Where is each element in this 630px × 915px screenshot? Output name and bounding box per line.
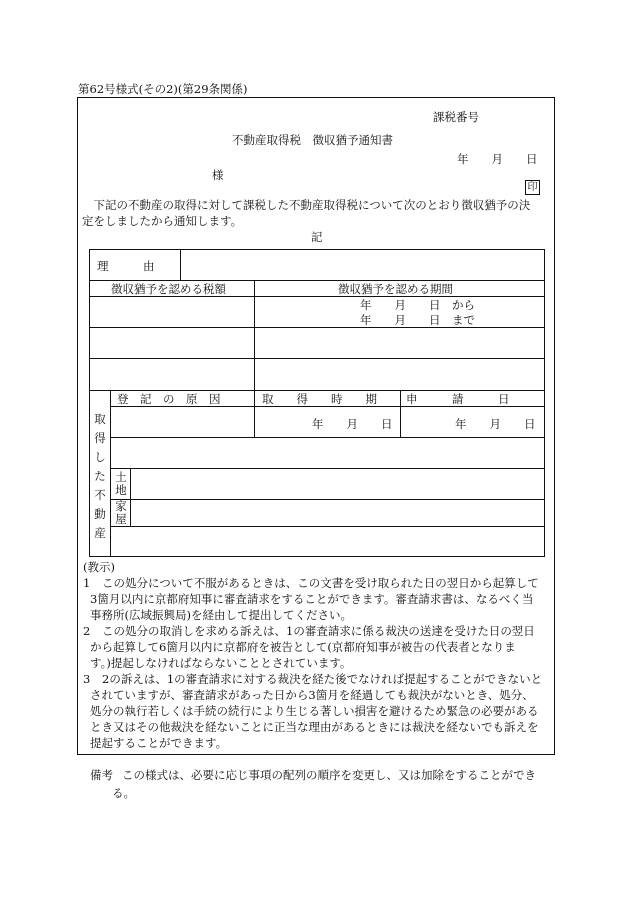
table-rule — [254, 390, 255, 437]
table-rule — [110, 499, 545, 500]
instruction-line: 2の訴えは、1の審査請求に対する裁決を経た後でなければ提起することができないと — [102, 672, 543, 686]
remark-label: 備考 — [90, 768, 113, 782]
table-rule — [130, 468, 131, 526]
issue-date: 年 月 日 — [457, 152, 538, 166]
instruction-line: から起算して6箇月以内に京都府を被告として(京都府知事が被告の代表者となりま — [90, 640, 516, 654]
col-acquisition-time: 取 得 時 期 — [262, 392, 377, 406]
building-label: 家屋 — [115, 499, 127, 526]
form-number: 第62号様式(その2)(第29条関係) — [78, 82, 248, 96]
remark-line-1: この様式は、必要に応じ事項の配列の順序を変更し、又は加除をすることができ — [122, 768, 536, 782]
instruction-line: この処分について不服があるときは、この文書を受け取られた日の翌日から起算して — [102, 576, 539, 590]
table-rule — [89, 327, 545, 328]
table-rule — [400, 390, 401, 437]
table-rule — [110, 437, 545, 438]
table-rule — [89, 358, 545, 359]
seal-mark: 印 — [525, 180, 540, 195]
instruction-line: されていますが、審査請求があった日から3箇月を経過しても裁決がないとき、処分、 — [90, 688, 534, 702]
remark-line-2: る。 — [112, 786, 135, 800]
instruction-line: 事務所(広域振興局)を経由して提出してください。 — [90, 608, 352, 622]
intro-line-2: 定をしましたから通知します。 — [82, 214, 243, 228]
col-application-date: 申 請 日 — [406, 392, 510, 406]
instructions-title: (教示) — [83, 560, 115, 574]
instruction-line: この処分の取消しを求める訴えは、1の審査請求に係る裁決の送達を受けた日の翌日 — [102, 624, 535, 638]
instruction-number: 1 — [83, 576, 91, 590]
period-header: 徴収猶予を認める期間 — [338, 282, 453, 296]
instruction-line: 提起することができます。 — [90, 736, 228, 750]
property-label: 取得した不動産 — [94, 412, 106, 540]
acquisition-date-value: 年 月 日 — [312, 417, 393, 431]
instruction-line: とき又はその他裁決を経ないことに正当な理由があるときには裁決を経ないでも訴えを — [90, 720, 539, 734]
instruction-line: す。)提起しなければならないこととされています。 — [90, 656, 352, 670]
col-registration-cause: 登 記 の 原 因 — [117, 392, 221, 406]
instruction-line: 3箇月以内に京都府知事に審査請求をすることができます。審査請求書は、なるべく当 — [90, 592, 534, 606]
period-to: 年 月 日 まで — [360, 313, 475, 327]
intro-line-1: 下記の不動産の取得に対して課税した不動産取得税について次のとおり徴収猶予の決 — [82, 198, 531, 212]
table-rule — [110, 390, 111, 557]
land-label: 土地 — [115, 470, 127, 497]
table-rule — [254, 280, 255, 390]
period-from: 年 月 日 から — [360, 298, 475, 312]
application-date-value: 年 月 日 — [455, 417, 536, 431]
table-rule — [110, 468, 545, 469]
ki-heading: 記 — [311, 230, 323, 244]
amount-header: 徴収猶予を認める税額 — [111, 282, 226, 296]
instruction-number: 3 — [83, 672, 91, 686]
document-title: 不動産取得税 徴収猶予通知書 — [232, 133, 393, 147]
instruction-number: 2 — [83, 624, 91, 638]
instruction-line: 処分の執行若しくは手続の続行により生じる著しい損害を避けるため緊急の必要がある — [90, 704, 539, 718]
table-rule — [180, 249, 181, 280]
addressee-suffix: 様 — [212, 168, 224, 182]
tax-number-label: 課税番号 — [433, 110, 479, 124]
table-rule — [110, 526, 545, 527]
reason-label: 理 由 — [97, 259, 155, 273]
